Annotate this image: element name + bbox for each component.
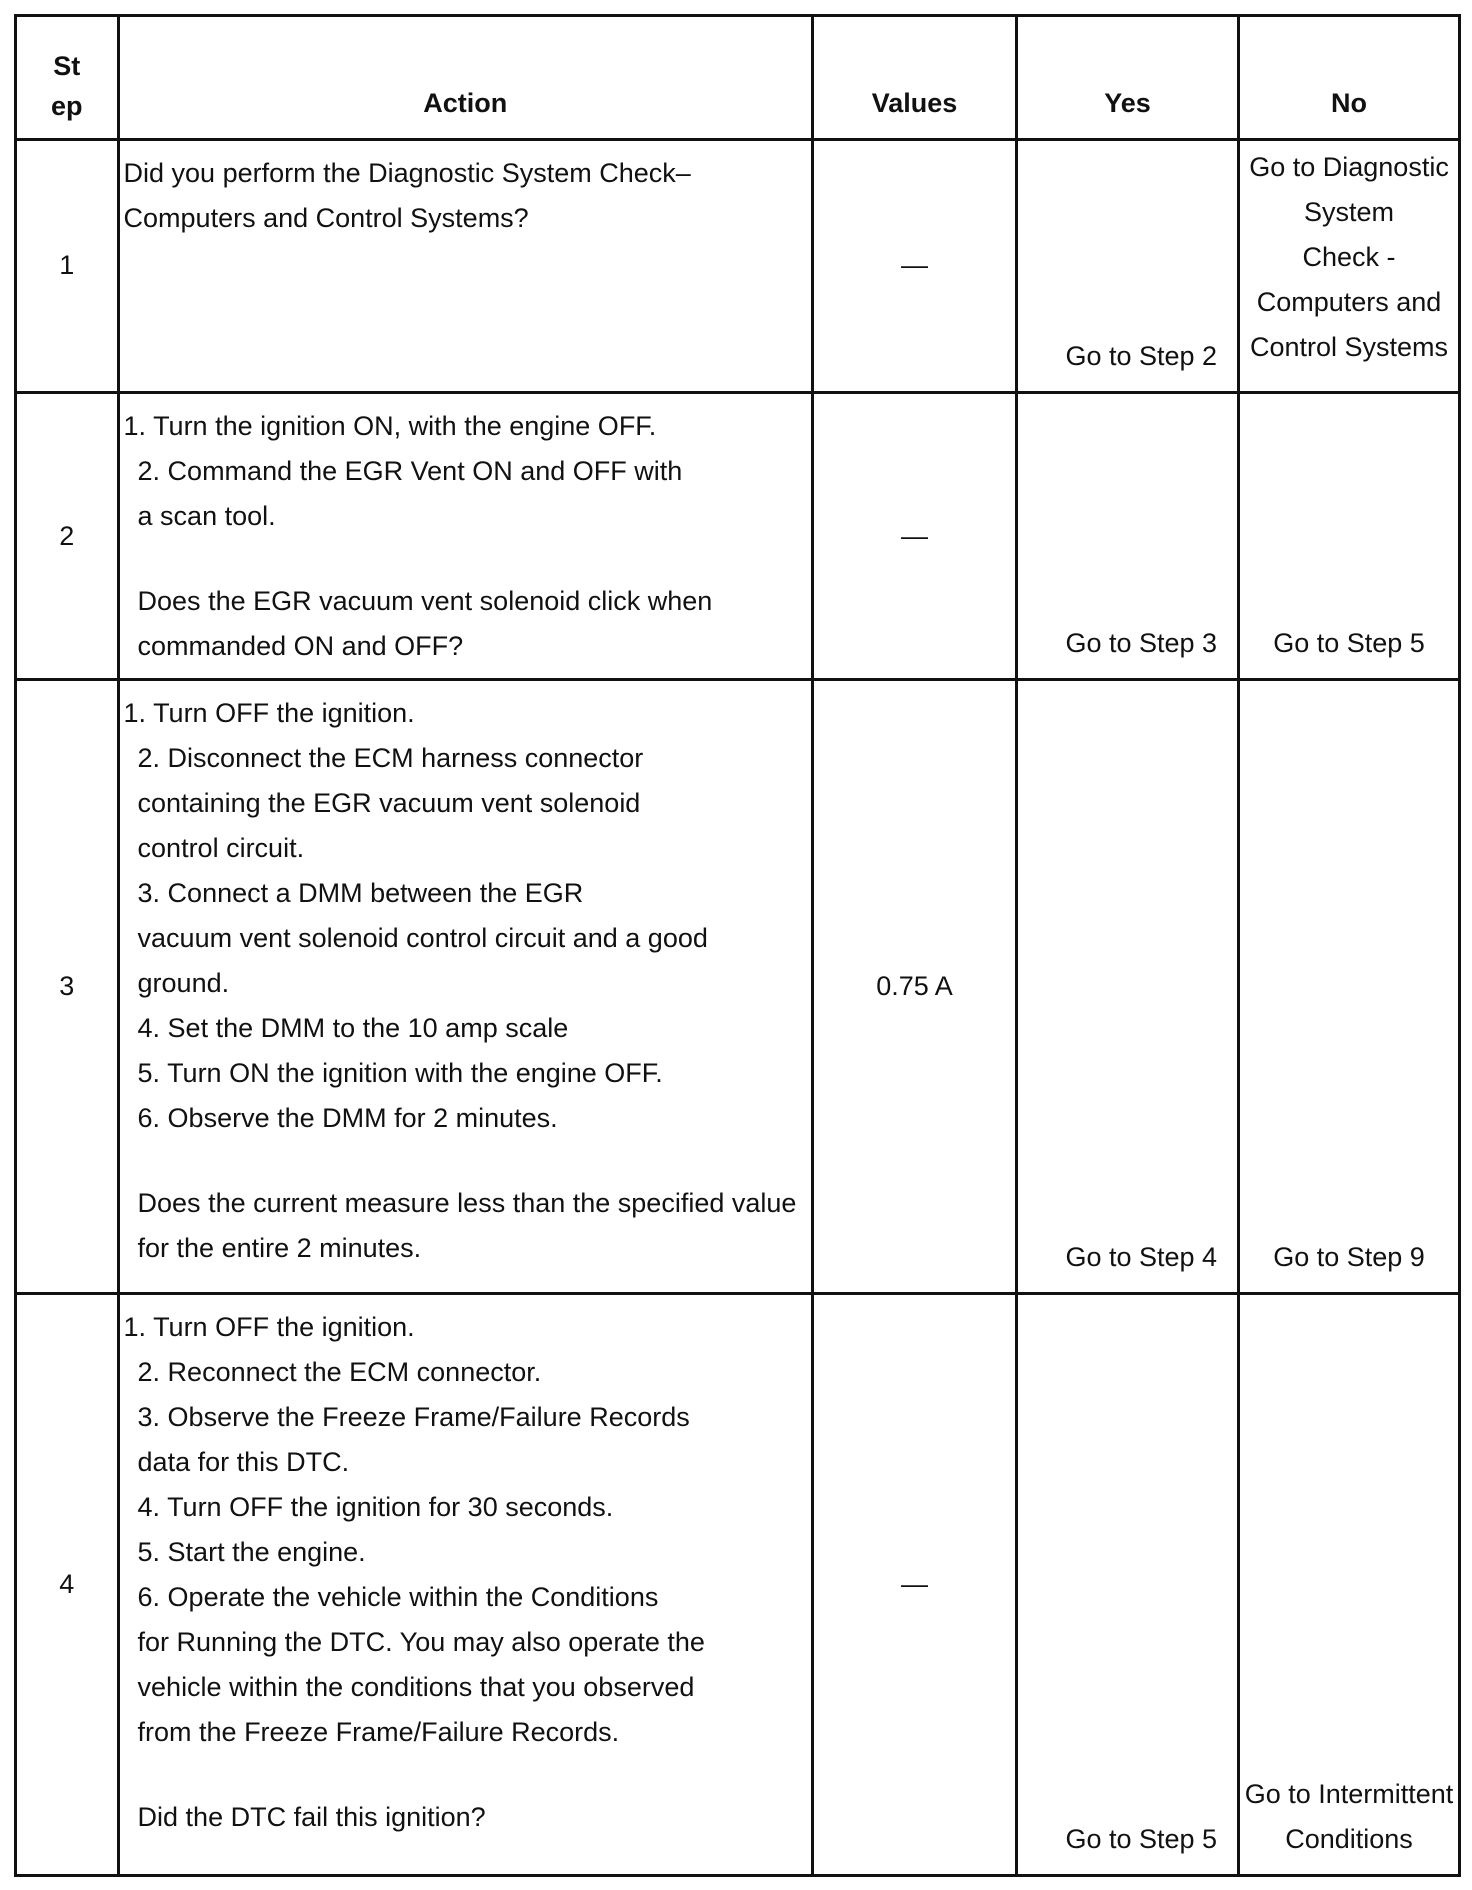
no-line: Conditions — [1285, 1824, 1413, 1854]
question-line: Does the current measure less than the specified value — [137, 1188, 797, 1219]
action-line: 2. Disconnect the ECM harness connector — [137, 743, 644, 774]
yes-cell: Go to Step 2 — [1016, 140, 1238, 393]
action-line: Did you perform the Diagnostic System Check– — [123, 158, 691, 189]
header-row — [16, 16, 1460, 140]
action-line: 6. Operate the vehicle within the Conditions — [137, 1582, 659, 1613]
action-line: a scan tool. — [137, 500, 276, 531]
no-cell — [1239, 1294, 1460, 1876]
value-cell: — — [813, 392, 1017, 680]
action-line: 1. Turn OFF the ignition. — [123, 698, 415, 729]
step-number: 3 — [16, 680, 119, 1294]
step-number: 1 — [16, 140, 119, 393]
action-line: 3. Connect a DMM between the EGR — [137, 878, 584, 909]
value-cell: — — [813, 1294, 1017, 1876]
action-line: data for this DTC. — [137, 1447, 350, 1478]
no-line: Computers and — [1256, 287, 1442, 318]
step-header — [16, 16, 119, 140]
action-line: for Running the DTC. You may also operate the — [137, 1627, 705, 1658]
action-cell — [118, 392, 813, 680]
step-header-line: St — [53, 51, 81, 82]
yes-cell: Go to Step 5 — [1016, 1294, 1238, 1876]
action-line: vehicle within the conditions that you observed — [137, 1672, 695, 1703]
yes-cell: Go to Step 3 — [1016, 392, 1238, 680]
question-line: for the entire 2 minutes. — [137, 1233, 422, 1264]
yes-header: Yes — [1016, 16, 1238, 140]
action-line: 6. Observe the DMM for 2 minutes. — [137, 1103, 558, 1134]
action-line: 2. Command the EGR Vent ON and OFF with — [137, 455, 683, 486]
action-line: control circuit. — [137, 833, 305, 864]
table-row — [16, 1294, 1460, 1876]
step-header-line: ep — [51, 91, 83, 122]
action-line: 5. Turn ON the ignition with the engine OFF. — [137, 1058, 663, 1089]
action-line: containing the EGR vacuum vent solenoid — [137, 788, 641, 819]
question-line: Did the DTC fail this ignition? — [137, 1802, 486, 1833]
diagnostic-table — [14, 14, 1461, 1877]
action-line: 1. Turn OFF the ignition. — [123, 1312, 415, 1343]
action-line: 4. Set the DMM to the 10 amp scale — [137, 1013, 569, 1044]
step-number: 2 — [16, 392, 119, 680]
action-cell — [118, 140, 813, 393]
diagnostic-table-container — [14, 14, 1461, 1877]
value-cell: — — [813, 140, 1017, 393]
no-cell: Go to Step 5 — [1239, 392, 1460, 680]
action-cell — [118, 1294, 813, 1876]
no-cell — [1239, 140, 1460, 393]
no-line: System — [1304, 197, 1395, 228]
action-line: 2. Reconnect the ECM connector. — [137, 1357, 542, 1388]
value-cell: 0.75 A — [813, 680, 1017, 1294]
action-header: Action — [118, 16, 813, 140]
table-row — [16, 392, 1460, 680]
no-line: Control Systems — [1249, 332, 1449, 363]
values-header: Values — [813, 16, 1017, 140]
question-line: commanded ON and OFF? — [137, 630, 464, 661]
yes-cell: Go to Step 4 — [1016, 680, 1238, 1294]
action-line: vacuum vent solenoid control circuit and a good — [137, 923, 708, 954]
no-cell: Go to Step 9 — [1239, 680, 1460, 1294]
no-line: Go to Intermittent — [1244, 1779, 1454, 1809]
question-line: Does the EGR vacuum vent solenoid click when — [137, 585, 713, 616]
no-line: Go to Diagnostic — [1249, 152, 1449, 183]
no-header: No — [1239, 16, 1460, 140]
action-line: 3. Observe the Freeze Frame/Failure Records — [137, 1402, 690, 1433]
table-row — [16, 680, 1460, 1294]
action-line: Computers and Control Systems? — [123, 203, 529, 234]
table-row — [16, 140, 1460, 393]
step-number: 4 — [16, 1294, 119, 1876]
action-line: ground. — [137, 968, 230, 999]
action-line: 1. Turn the ignition ON, with the engine OFF. — [123, 410, 657, 441]
no-line: Check - — [1302, 242, 1396, 273]
action-cell — [118, 680, 813, 1294]
action-line: 4. Turn OFF the ignition for 30 seconds. — [137, 1492, 614, 1523]
action-line: 5. Start the engine. — [137, 1537, 366, 1568]
action-line: from the Freeze Frame/Failure Records. — [137, 1717, 620, 1748]
